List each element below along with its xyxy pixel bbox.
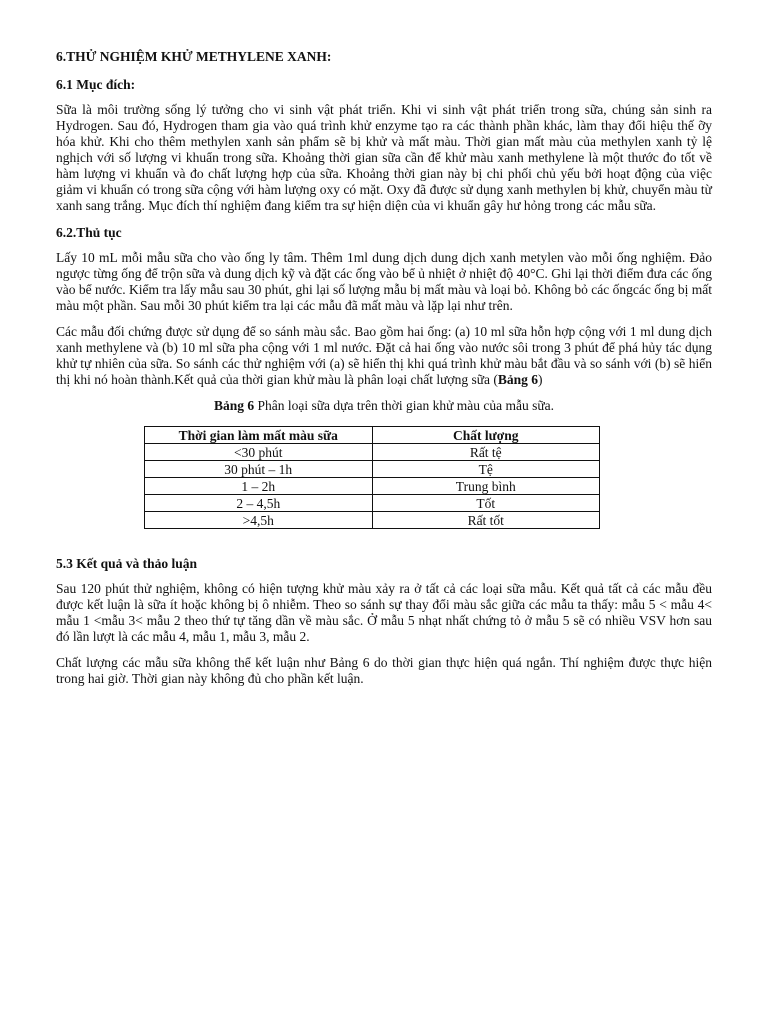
table-row xyxy=(145,512,600,529)
table-header-row xyxy=(145,427,600,444)
section-heading-purpose: 6.1 Mục đích: xyxy=(56,77,136,92)
table-row xyxy=(145,478,600,495)
table-caption xyxy=(56,398,712,414)
table-cell-quality: Rất tệ xyxy=(372,444,600,461)
table-cell-quality: Tệ xyxy=(372,461,600,478)
table-header-quality: Chất lượng xyxy=(372,427,600,444)
procedure-paragraph-2-text: Các mẫu đối chứng được sử dụng để so sánh màu sắc. Bao gồm hai ống: (a) 10 ml sữa hỗn hợp cộng với 1 ml dung dịch xanh methylene và (b) 10 ml sữa pha cộng với 1 ml nước. Đặt cả hai ống vào nước sôi trong 3 phút để phá hủy tác dụng khử tự nhiên của sữa. So sánh các thử nghiệm với (a) sẽ hiển thị khi quá trình khử màu bắt đầu và so sánh với (b) sẽ hiển thị khi nó hoàn thành.Kết quả của thời gian khử màu là phân loại chất lượng sữa ( xyxy=(56,324,712,387)
table-cell-quality: Trung bình xyxy=(372,478,600,495)
document-page xyxy=(56,48,712,697)
table-row xyxy=(145,495,600,512)
document-title: 6.THỬ NGHIỆM KHỬ METHYLENE XANH: xyxy=(56,49,332,64)
table-cell-time: <30 phút xyxy=(145,444,373,461)
spacer xyxy=(56,529,712,555)
table-cell-quality: Rất tốt xyxy=(372,512,600,529)
table-row xyxy=(145,444,600,461)
table-row xyxy=(145,461,600,478)
table-caption-text: Phân loại sữa dựa trên thời gian khử màu của mẫu sữa. xyxy=(254,398,555,413)
procedure-paragraph-1: Lấy 10 mL mỗi mẫu sữa cho vào ống ly tâm. Thêm 1ml dung dịch dung dịch xanh metylen vào mỗi ống nghiệm. Đảo ngược từng ống để trộn sữa và dung dịch kỹ và đặt các ống vào bể ủ nhiệt ở nhiệt độ 40°C. Ghi lại thời điểm đưa các ống vào bể nước. Kiểm tra lấy mẫu sau 30 phút, ghi lại số lượng mẫu bị mất màu và loại bỏ. Không bỏ các ốngcác ống bị mất màu một phần. Sau mỗi 30 phút kiểm tra lại các mẫu đã mất màu và lặp lại như trên. xyxy=(56,250,712,313)
table-caption-label: Bảng 6 xyxy=(213,398,255,413)
section-heading-procedure: 6.2.Thủ tục xyxy=(56,225,122,240)
results-paragraph-1: Sau 120 phút thử nghiệm, không có hiện tượng khử màu xảy ra ở tất cả các loại sữa mẫu. Kết quả tất cả các mẫu đều được kết luận là sữa ít hoặc không bị ô nhiễm. Theo so sánh sự thay đổi màu sắc giữa các mẫu ta thấy: mẫu 5 < mẫu 4< mẫu 1 <mẫu 3< mẫu 2 theo thứ tự tăng dần về màu sắc. Ở mẫu 5 nhạt nhất chứng tỏ ở mẫu 5 sẽ có nhiều VSV hơn sau đó lần lượt là các mẫu 4, mẫu 1, mẫu 3, mẫu 2. xyxy=(56,581,712,644)
quality-table xyxy=(144,426,600,529)
table-cell-time: >4,5h xyxy=(145,512,373,529)
table-reference: Bảng 6 xyxy=(497,372,539,387)
table-reference-close: ) xyxy=(538,372,543,387)
table-cell-time: 2 – 4,5h xyxy=(145,495,373,512)
table-cell-time: 1 – 2h xyxy=(145,478,373,495)
table-cell-quality: Tốt xyxy=(372,495,600,512)
table-header-time: Thời gian làm mất màu sữa xyxy=(145,427,373,444)
section-heading-results: 5.3 Kết quả và thảo luận xyxy=(56,556,198,571)
table-cell-time: 30 phút – 1h xyxy=(145,461,373,478)
results-paragraph-2: Chất lượng các mẫu sữa không thể kết luận như Bảng 6 do thời gian thực hiện quá ngắn. Thí nghiệm được thực hiện trong hai giờ. Thời gian này không đủ cho phần kết luận. xyxy=(56,655,712,686)
purpose-paragraph: Sữa là môi trường sống lý tưởng cho vi sinh vật phát triển. Khi vi sinh vật phát triển trong sữa, chúng sản sinh ra Hydrogen. Sau đó, Hydrogen tham gia vào quá trình khử enzyme tạo ra các thành phần khác, làm thay đổi hiệu thế ỡy hóa khử. Khi cho thêm methylen xanh sản phẩm sẽ bị khử và mất màu. Thời gian mất màu của methylen xanh tỷ lệ nghịch với số lượng vi khuẩn trong sữa. Khoảng thời gian sữa cần để khử màu xanh methylene là một thước đo tốt về hàm lượng vi khuẩn và đo chất lượng hợp của sữa. Khoảng thời gian này bị chi phối chủ yếu bởi hoạt động của việc giảm vi khuẩn có trong sữa cộng với hàm lượng oxy có mặt. Oxy đã được sử dụng xanh methylen bị khử, chuyển màu từ xanh sang trắng. Mục đích thí nghiệm đang kiểm tra sự hiện diện của vi khuẩn gây hư hỏng trong các mẫu sữa. xyxy=(56,102,712,213)
procedure-paragraph-2 xyxy=(56,324,712,388)
